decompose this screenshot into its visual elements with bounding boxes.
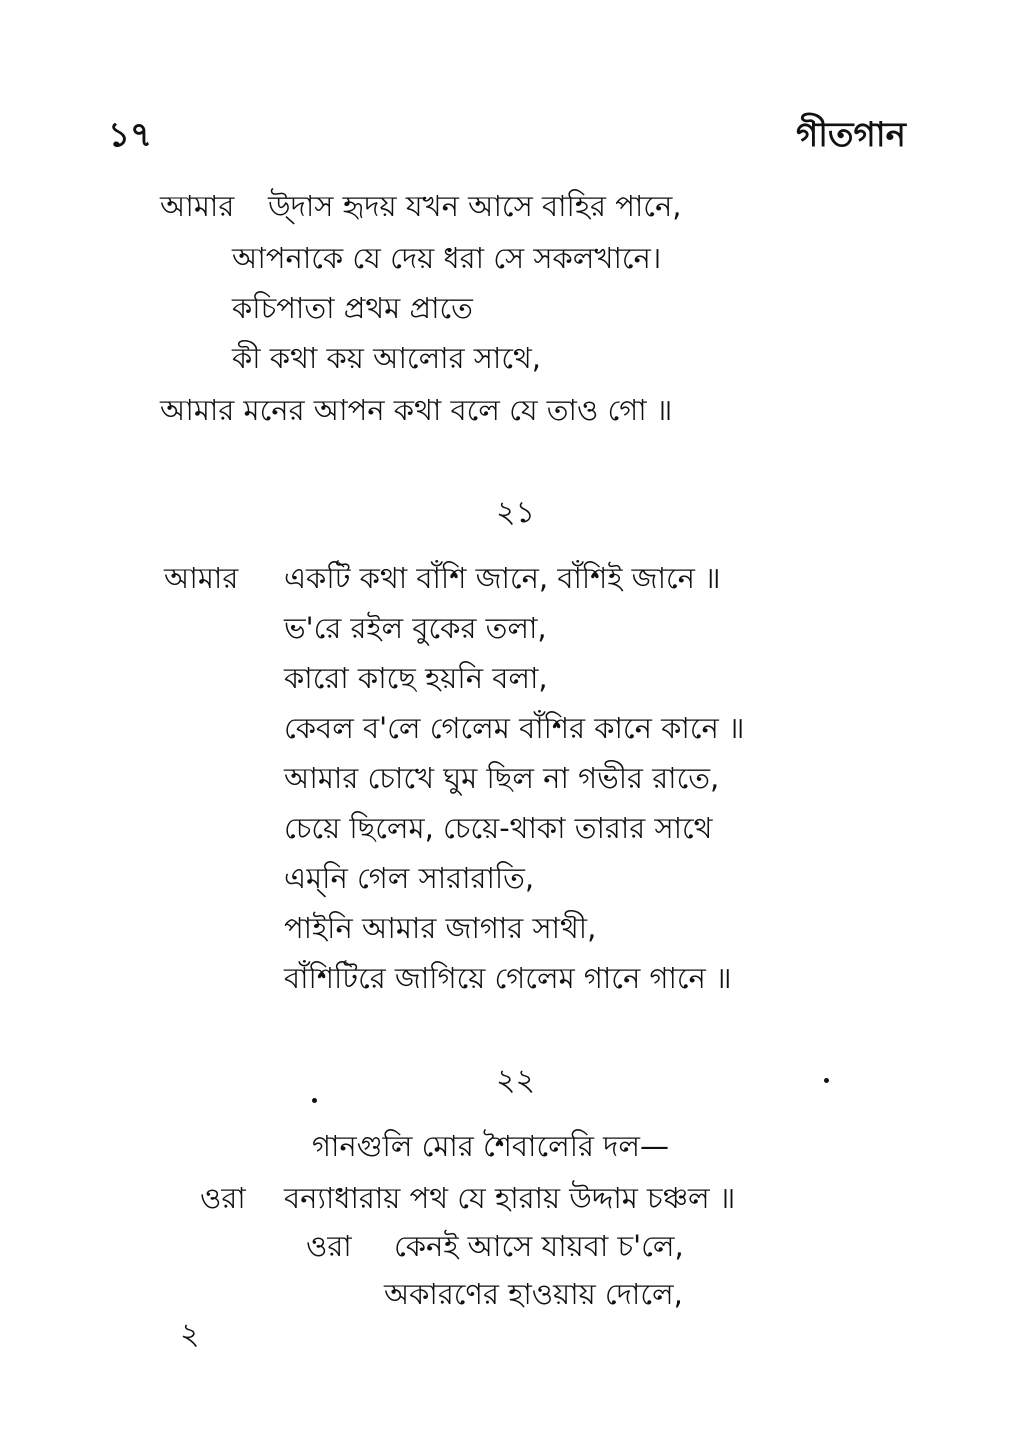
verse-line: পাইনি আমার জাগার সাথী, [284, 911, 597, 945]
verse-line: একটি কথা বাঁশি জানে, বাঁশিই জানে ॥ [284, 561, 721, 595]
verse-line: অকারণের হাওয়ায় দোলে, [384, 1277, 683, 1311]
verse-line: কারো কাছে হয়নি বলা, [284, 661, 548, 695]
verse-line: ভ'রে রইল বুকের তলা, [284, 611, 547, 645]
verse-line: চেয়ে ছিলেম, চেয়ে-থাকা তারার সাথে [284, 811, 713, 845]
verse-line: এম্‌নি গেল সারারাতি, [284, 861, 535, 895]
ink-speck [312, 1098, 317, 1103]
song21-lead: আমার [164, 561, 239, 595]
song-number: ২২ [496, 1063, 536, 1098]
song22-lead: ওরা [200, 1181, 246, 1215]
song22-lead: ওরা [306, 1229, 352, 1263]
running-title: গীতগান [796, 115, 906, 155]
verse-line: কী কথা কয় আলোর সাথে, [232, 341, 541, 375]
signature-mark: ২ [180, 1317, 200, 1352]
song-number: ২১ [496, 495, 535, 530]
verse-line: আপনাকে যে দেয় ধরা সে সকলখানে। [232, 241, 662, 275]
verse-line: কচিপাতা প্রথম প্রাতে [232, 291, 473, 325]
ink-speck [824, 1078, 829, 1083]
verse-line: গানগুলি মোর শৈবালেরি দল— [312, 1129, 670, 1163]
verse-line: বন্যাধারায় পথ যে হারায় উদ্দাম চঞ্চল ॥ [284, 1181, 736, 1215]
verse-line: কেবল ব'লে গেলেম বাঁশির কানে কানে ॥ [284, 711, 745, 745]
verse-line: উ্দাস হৃদয় যখন আসে বাহির পানে, [268, 189, 682, 223]
page-number: ১৭ [108, 115, 153, 155]
song20-lead: আমার [160, 189, 235, 223]
verse-line: আমার চোখে ঘুম ছিল না গভীর রাতে, [284, 761, 720, 795]
verse-line: কেনই আসে যায়বা চ'লে, [394, 1229, 684, 1263]
verse-line: আমার মনের আপন কথা বলে যে তাও গো ॥ [160, 393, 673, 427]
verse-line: বাঁশিটিরে জাগিয়ে গেলেম গানে গানে ॥ [284, 961, 732, 995]
